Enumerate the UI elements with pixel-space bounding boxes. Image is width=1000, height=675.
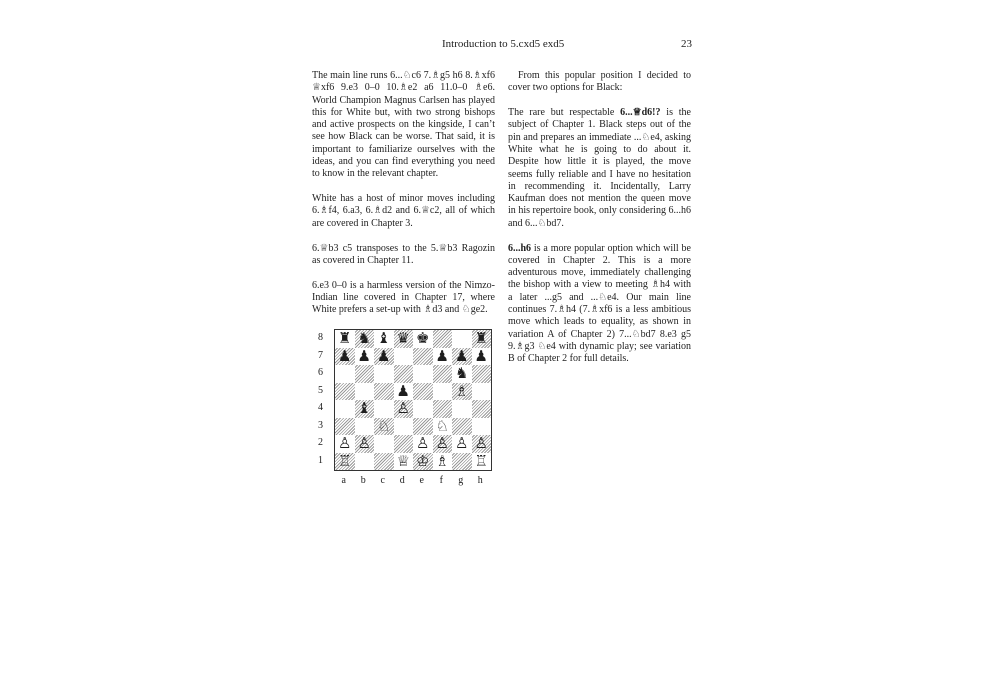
square-h4	[472, 400, 492, 418]
square-d2	[394, 435, 414, 453]
qd6-move: 6...♕d6!?	[620, 107, 661, 119]
square-b6	[355, 365, 375, 383]
square-a5	[335, 383, 355, 401]
rank-label: 4	[318, 402, 323, 413]
square-g2: ♙	[455, 434, 469, 452]
square-e8: ♚	[416, 329, 430, 347]
square-g8	[452, 330, 472, 348]
square-a8: ♜	[338, 329, 352, 347]
square-e2: ♙	[416, 434, 430, 452]
file-label: c	[380, 475, 385, 486]
square-f2: ♙	[433, 435, 453, 453]
rank-label: 7	[318, 349, 323, 361]
square-f5	[433, 383, 453, 401]
paragraph-minor-moves: White has a host of minor moves including 6.♗f4, 6.a3, 6.♗d2 and 6.♕c2, all of which are covered in Chapter 3.	[312, 193, 495, 229]
square-d5: ♟	[396, 381, 410, 400]
file-label: g	[458, 475, 464, 486]
rank-label: 2	[318, 437, 323, 448]
square-e4	[413, 400, 433, 418]
square-b8: ♞	[355, 330, 375, 348]
square-g1	[452, 453, 472, 471]
square-h6	[472, 365, 492, 383]
square-a6	[335, 365, 355, 383]
chess-board	[334, 329, 492, 471]
square-e1: ♔	[413, 453, 433, 471]
h6-move: 6...h6	[508, 242, 532, 254]
page-number: 23	[681, 38, 692, 50]
qd6-text-post: is the subject of Chapter 1. Black steps out of the pin and prepares an immediate ...♘e4, asking White what he is going to do about it. Despite how little it is played, the move seems fully reliable and I have no hesitation in recommending it. Incidentally, Larry Kaufman does not mention the queen move in his repertoire book, only considering 6...h6 and 6...♘bd7.	[508, 107, 691, 229]
rank-label: 3	[318, 419, 323, 431]
paragraph-e3: 6.e3 0–0 is a harmless version of the Nimzo-Indian line covered in Chapter 17, where White prefers a set-up with ♗d3 and ♘ge2.	[312, 279, 495, 316]
square-h8: ♜	[472, 330, 492, 348]
file-label: h	[477, 475, 483, 486]
file-label: e	[419, 475, 424, 486]
rank-label: 6	[318, 367, 323, 378]
square-h7: ♟	[474, 346, 488, 365]
square-b1	[355, 453, 375, 471]
square-d7	[394, 348, 414, 366]
square-h1: ♖	[474, 451, 488, 470]
paragraph-intro-options: From this popular position I decided to cover two options for Black:	[508, 70, 691, 94]
square-h3	[472, 418, 492, 436]
square-g7: ♟	[452, 348, 472, 366]
square-d1: ♕	[396, 451, 410, 470]
square-d8: ♛	[394, 330, 414, 348]
right-column	[508, 70, 691, 378]
file-label: f	[439, 475, 443, 486]
square-c7: ♟	[374, 348, 394, 366]
square-c4	[374, 400, 394, 418]
rank-label: 8	[318, 332, 323, 343]
paragraph-main-line: The main line runs 6...♘c6 7.♗g5 h6 8.♗xf6 ♕xf6 9.e3 0–0 10.♗e2 a6 11.0–0 ♗e6. World Champion Magnus Carlsen has played this for White but, with two strong bishops and active prospects on the kingside, I can’t see how Black can be worse. That said, it is important to familiarize ourselves with the ideas, and you can find everything you need to know in the relevant chapter.	[312, 70, 495, 180]
square-b7: ♟	[357, 346, 371, 365]
square-f7: ♟	[435, 346, 449, 365]
h6-text-post: is a more popular option which will be covered in Chapter 2. This is a more adventurous move, immediately challenging the bishop with a view to meeting ♗h4 with a later ...g5 and ...♘e4. Our main line continues 7.♗h4 (7.♗xf6 is a less ambitious move which leads to equality, as shown in variation A of Chapter 2) 7...♘bd7 8.e3 g5 9.♗g3 ♘e4 with dynamic play; see variation B of Chapter 2 for full details.	[508, 242, 691, 365]
square-g4	[452, 400, 472, 418]
square-a7: ♟	[335, 348, 355, 366]
square-e5	[413, 383, 433, 401]
square-b5	[355, 383, 375, 401]
square-f6	[433, 365, 453, 383]
running-title: Introduction to 5.cxd5 exd5	[442, 38, 565, 50]
file-label: b	[360, 475, 366, 486]
square-a4	[335, 400, 355, 418]
square-a2: ♙	[338, 434, 352, 452]
left-column	[312, 70, 495, 329]
square-c2	[374, 435, 394, 453]
qd6-text-pre: The rare but respectable	[508, 107, 621, 119]
square-c3: ♘	[374, 418, 394, 436]
file-labels	[334, 475, 492, 489]
square-c1	[374, 453, 394, 471]
square-d4: ♙	[394, 400, 414, 418]
rank-label: 5	[318, 384, 323, 396]
square-c8: ♝	[377, 329, 391, 347]
chess-diagram	[318, 329, 488, 489]
page-header	[312, 38, 698, 52]
paragraph-h6	[508, 243, 691, 366]
square-e7	[413, 348, 433, 366]
paragraph-qb3: 6.♕b3 c5 transposes to the 5.♕b3 Ragozin as covered in Chapter 11.	[312, 242, 495, 266]
file-label: d	[399, 475, 405, 486]
square-a3	[335, 418, 355, 436]
square-g5: ♗	[452, 383, 472, 401]
square-c6	[374, 365, 394, 383]
square-f3: ♘	[435, 416, 449, 435]
square-e6	[413, 365, 433, 383]
paragraph-qd6	[508, 107, 691, 230]
square-e3	[413, 418, 433, 436]
square-b3	[355, 418, 375, 436]
square-g6: ♞	[455, 364, 469, 382]
square-b4: ♝	[355, 400, 375, 418]
square-h5	[472, 383, 492, 401]
square-f4	[433, 400, 453, 418]
square-f8	[433, 330, 453, 348]
file-label: a	[341, 475, 346, 486]
square-a1: ♖	[335, 453, 355, 471]
rank-label: 1	[318, 454, 323, 466]
square-d6	[394, 365, 414, 383]
square-b2: ♙	[355, 435, 375, 453]
square-c5	[374, 383, 394, 401]
square-h2: ♙	[472, 435, 492, 453]
square-d3	[394, 418, 414, 436]
square-g3	[452, 418, 472, 436]
square-f1: ♗	[435, 451, 449, 470]
